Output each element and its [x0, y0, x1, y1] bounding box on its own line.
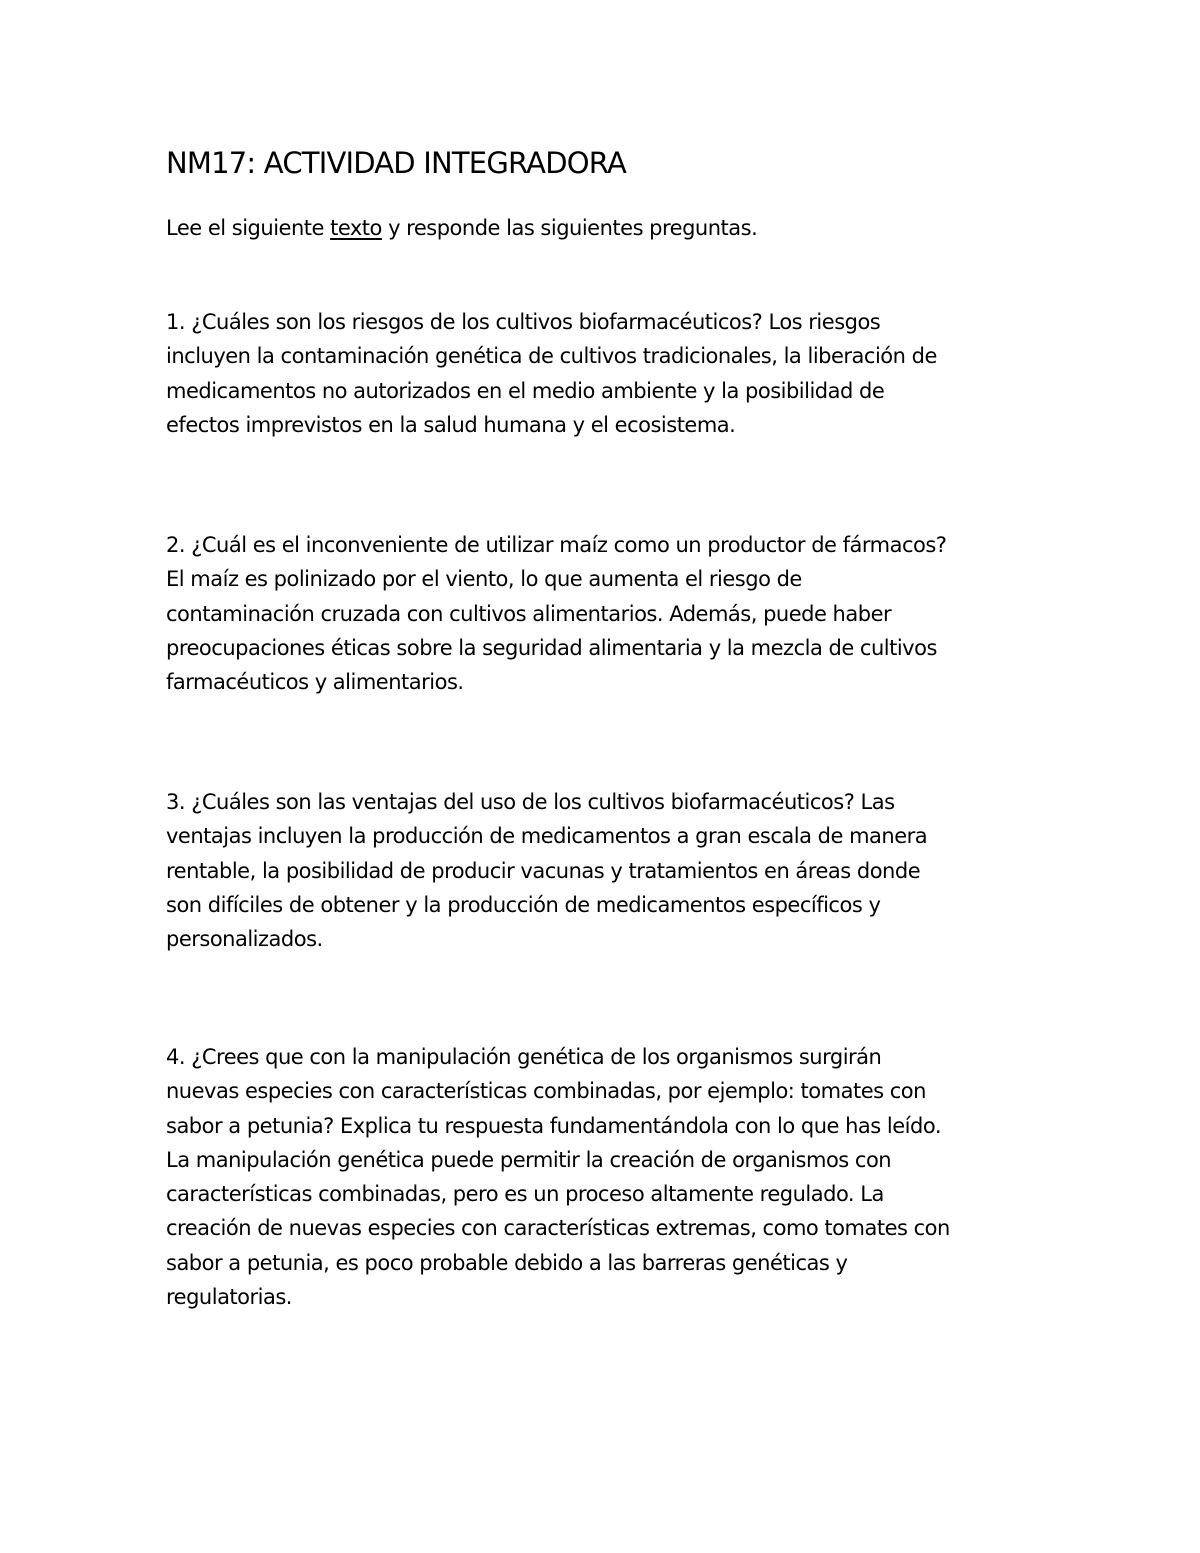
text-line: preocupaciones éticas sobre la seguridad alimentaria y la mezcla de cultivos: [166, 635, 937, 660]
texto-link[interactable]: texto: [330, 216, 382, 240]
text-line: incluyen la contaminación genética de cultivos tradicionales, la liberación de: [166, 344, 937, 369]
text-line: La manipulación genética puede permitir la creación de organismos con: [166, 1147, 892, 1172]
text-line: efectos imprevistos en la salud humana y el ecosistema.: [166, 412, 736, 437]
text-line: farmacéuticos y alimentarios.: [166, 670, 464, 695]
text-line: ventajas incluyen la producción de medicamentos a gran escala de manera: [166, 824, 928, 849]
question-answer-2: [166, 528, 1046, 699]
question-answer-1: [166, 305, 1046, 442]
text-line: 4. ¿Crees que con la manipulación genética de los organismos surgirán: [166, 1045, 882, 1069]
text-line: 1. ¿Cuáles son los riesgos de los cultivos biofarmacéuticos? Los riesgos: [166, 310, 881, 334]
text-line: son difíciles de obtener y la producción de medicamentos específicos y: [166, 892, 881, 917]
text-line: nuevas especies con características combinadas, por ejemplo: tomates con: [166, 1079, 926, 1104]
text-line: creación de nuevas especies con características extremas, como tomates con: [166, 1216, 950, 1241]
text-line: 2. ¿Cuál es el inconveniente de utilizar maíz como un productor de fármacos?: [166, 533, 947, 557]
text-line: El maíz es polinizado por el viento, lo que aumenta el riesgo de: [166, 567, 802, 592]
text-line: sabor a petunia? Explica tu respuesta fundamentándola con lo que has leído.: [166, 1113, 941, 1138]
question-answer-4: [166, 1040, 1046, 1314]
text-line: medicamentos no autorizados en el medio ambiente y la posibilidad de: [166, 378, 885, 403]
text-line: 3. ¿Cuáles son las ventajas del uso de los cultivos biofarmacéuticos? Las: [166, 790, 895, 814]
text-line: personalizados.: [166, 927, 323, 952]
page-title: NM17: ACTIVIDAD INTEGRADORA: [166, 146, 626, 180]
intro-text-after: y responde las siguientes preguntas.: [381, 216, 758, 240]
text-line: características combinadas, pero es un proceso altamente regulado. La: [166, 1182, 884, 1207]
intro-paragraph: [166, 211, 1066, 245]
text-line: sabor a petunia, es poco probable debido a las barreras genéticas y: [166, 1250, 848, 1275]
text-line: regulatorias.: [166, 1285, 292, 1310]
question-answer-3: [166, 785, 1046, 956]
text-line: rentable, la posibilidad de producir vacunas y tratamientos en áreas donde: [166, 858, 921, 883]
intro-text-before: Lee el siguiente: [166, 216, 331, 240]
text-line: contaminación cruzada con cultivos alimentarios. Además, puede haber: [166, 601, 892, 626]
